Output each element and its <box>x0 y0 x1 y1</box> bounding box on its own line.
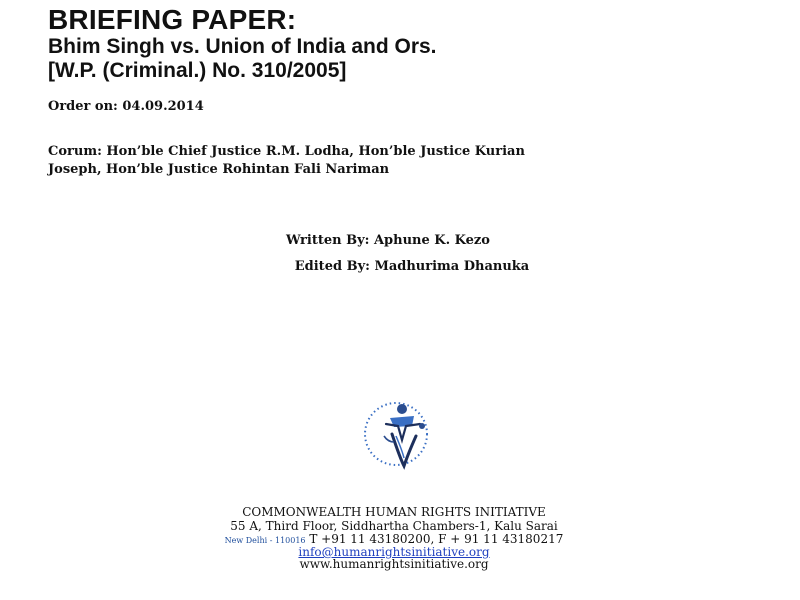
footer-email-link[interactable]: info@humanrightsinitiative.org <box>298 545 490 559</box>
edited-by: Edited By: Madhurima Dhanuka <box>294 259 530 274</box>
coram-line-1: Corum: Hon’ble Chief Justice R.M. Lodha, Hon’ble Justice Kurian <box>48 144 525 159</box>
chri-logo-icon <box>336 396 456 476</box>
case-title: Bhim Singh vs. Union of India and Ors. <box>48 35 437 58</box>
footer-website[interactable]: www.humanrightsinitiative.org <box>299 557 489 571</box>
written-by: Written By: Aphune K. Kezo <box>286 233 490 248</box>
case-number: [W.P. (Criminal.) No. 310/2005] <box>48 59 347 82</box>
coram-line-2: Joseph, Hon’ble Justice Rohintan Fali Nariman <box>48 162 390 177</box>
footer-address: 55 A, Third Floor, Siddhartha Chambers-1, Kalu Sarai <box>230 519 558 533</box>
footer-phone: T +91 11 43180200, F + 91 11 43180217 <box>309 532 564 546</box>
footer-organization: COMMONWEALTH HUMAN RIGHTS INITIATIVE <box>242 505 546 519</box>
order-date: Order on: 04.09.2014 <box>48 99 204 114</box>
page-title: BRIEFING PAPER: <box>48 4 297 35</box>
footer-city: New Delhi - 110016 <box>224 536 306 545</box>
coram-text <box>48 143 698 179</box>
